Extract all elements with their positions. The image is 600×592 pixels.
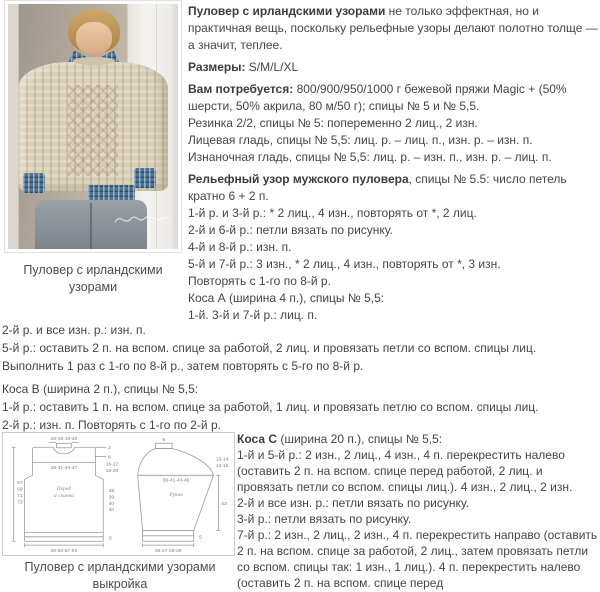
- row-instruction: Выполнить 1 раз с 1-го по 8-й р., затем повторять с 5-го по 8-й р.: [2, 359, 364, 373]
- row-instruction: 7-й р.: 2 изн., 2 лиц., 2 изн., 4 п. перекрестить направо (оставить 2 п. на вспом. спице за работой, 2 лиц., затем провязать петли со вспом. спицы так: 1 изн., 1 лиц.). 4 п. перекрестить налево (оставить 2 п. на вспом. спице перед: [237, 528, 598, 590]
- row-instruction: Повторять с 1-го по 8-й р.: [188, 274, 331, 288]
- row-instruction: 3-й р.: петли вязать по рисунку.: [237, 512, 412, 526]
- watermark-signature: [113, 207, 171, 232]
- cable-c-heading: Коса С (ширина 20 п.), спицы № 5,5:: [237, 432, 443, 446]
- instructions-column: [188, 3, 598, 324]
- body-neck-depth: 8: [108, 455, 111, 461]
- body-side-3: 40: [108, 501, 115, 507]
- cable-c-column: [237, 431, 598, 591]
- jeans-seam: [90, 203, 92, 249]
- diagram-caption: [0, 559, 240, 592]
- body-rib-height: 5: [109, 536, 112, 542]
- row-instruction: 2-й и 6-й р.: петли вязать по рисунку.: [188, 223, 393, 237]
- intro-paragraph: Пуловер с ирландскими узорами не только эффектная, но и практичная вещь, поскольку рельефные узоры делают полотно толще — а значит, теплее.: [188, 4, 598, 52]
- body-shoulder-width: 38-41-44-47: [50, 465, 78, 471]
- body-piece: [12, 436, 119, 554]
- body-top-width: 18-18-19-20: [50, 436, 78, 442]
- photo-scene: [8, 4, 178, 249]
- materials-line: Вам потребуется: 800/900/950/1000 г бежевой пряжи Magic + (50% шерсти, 50% акрила, 80 м/50 г); спицы № 5 и № 5,5.: [188, 82, 567, 113]
- rib-pattern-line: Резинка 2/2, спицы № 5: попеременно 2 лиц., 2 изн.: [188, 116, 478, 130]
- row-instruction: 1-й р.: оставить 1 п. на вспом. спице за работой, 1 лиц. и провязать петлю со вспом. спицы лиц.: [2, 400, 539, 414]
- body-length-2: 69: [17, 487, 23, 493]
- body-length-4: 73: [17, 500, 23, 506]
- sleeve-piece: [138, 437, 229, 554]
- plaid-cuff-left: [23, 173, 45, 193]
- row-instruction: 2-й р.: изн. п. Повторять с 1-го по 2-й р.: [2, 418, 221, 432]
- plaid-cuff-right: [134, 168, 156, 188]
- body-side-1: 38: [108, 489, 115, 495]
- row-instruction: 2-й и все изн. р.: петли вязать по рисунку.: [237, 496, 469, 510]
- schematic-drawing: [3, 433, 234, 555]
- reverse-stockinette-line: Изнаночная гладь, спицы № 5,5: лиц. р. – изн. п., изн. р. – лиц. п.: [188, 150, 552, 164]
- row-instruction: 5-й и 7-й р.: 3 изн., * 2 лиц., 4 изн., повторять от *, 3 изн.: [188, 257, 501, 271]
- stockinette-line: Лицевая гладь, спицы № 5,5: лиц. р. – лиц. п., изн. р. – изн. п.: [188, 133, 533, 147]
- sleeve-bottom-width: 26-27-28-29: [154, 549, 182, 555]
- cable-a-heading: Коса А (ширина 4 п.), спицы № 5,5:: [188, 291, 385, 305]
- sleeve-label: Рукав: [169, 491, 183, 498]
- body-length-3: 71: [17, 493, 23, 499]
- cable-pattern-panel: [68, 85, 119, 176]
- body-length-1: 67: [17, 481, 23, 487]
- instructions-fullwidth: [2, 321, 598, 434]
- body-side-2: 39: [108, 495, 115, 501]
- photo-caption: Пуловер с ирландскими узорами: [23, 263, 163, 294]
- body-yoke-1: 16-17: [105, 462, 119, 468]
- pattern-schematic: [2, 432, 235, 556]
- man-face: [76, 22, 112, 54]
- row-instruction: 1-й и 5-й р.: 2 изн., 2 лиц., 4 изн., 4 п. перекрестить налево (оставить 2 п. на вспом. спице перед работой, 2 лиц. и провязать петли со вспом. спицы лиц.). 4 изн., 2 лиц., 2 изн.: [237, 448, 573, 494]
- diagram-caption-line2: выкройка: [92, 577, 148, 591]
- sleeve-cap-2: 14-15: [215, 463, 229, 469]
- row-instruction: 1-й р. и 3-й р.: * 2 лиц., 4 изн., повторять от *, 2 лиц.: [188, 206, 477, 220]
- row-instruction: 5-й р.: оставить 2 п. на вспом. спице за работой, 2 лиц. и провязать петли со вспом. спицы лиц.: [2, 341, 537, 355]
- sleeve-cap-1: 13-14: [215, 457, 229, 463]
- body-yoke-2: 18-20: [105, 468, 119, 474]
- row-instruction: 1-й. 3-й и 7-й р.: лиц. п.: [188, 308, 318, 322]
- body-side-4: 40: [108, 508, 115, 514]
- body-collar-height: 2: [108, 446, 111, 452]
- row-instruction: 2-й р. и все изн. р.: изн. п.: [2, 323, 146, 337]
- relief-pattern-line: Рельефный узор мужского пуловера, спицы № 5.5: число петель кратно 6 + 2 п.: [188, 172, 567, 203]
- sleeve-rib-height: 5: [199, 535, 202, 541]
- sleeve-length: 43: [221, 501, 227, 507]
- intro-title: Пуловер с ирландскими узорами: [188, 4, 386, 18]
- diagram-caption-line1: Пуловер с ирландскими узорами: [24, 560, 216, 574]
- body-label-line2: и спинка: [53, 492, 74, 499]
- row-instruction: 4-й и 8-й р.: изн. п.: [188, 240, 292, 254]
- sizes-line: Размеры: S/M/L/XL: [188, 60, 299, 74]
- cable-b-heading: Коса В (ширина 2 п.), спицы № 5,5:: [2, 382, 199, 396]
- pullover-photo: [4, 0, 182, 253]
- body-bottom-width: 49-53-57-61: [50, 549, 78, 555]
- body-label-line1: Перед: [56, 486, 72, 493]
- sleeve-width: 39-41-43-46: [162, 478, 190, 484]
- sleeve-top-width: 9: [162, 437, 166, 443]
